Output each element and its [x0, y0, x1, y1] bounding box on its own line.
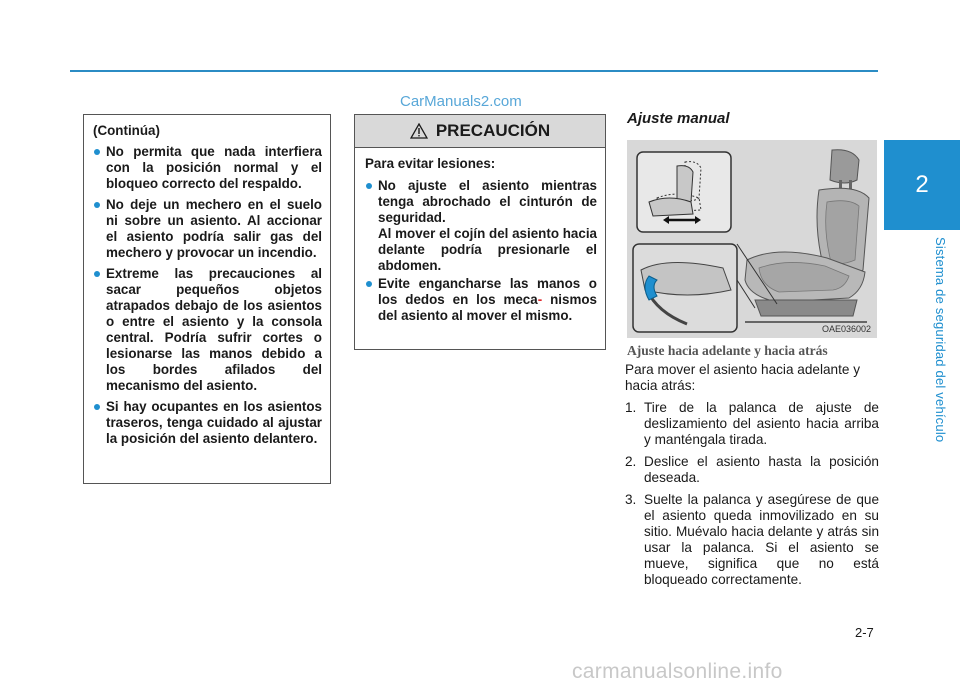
warning-triangle-icon	[410, 123, 428, 139]
step-number: 2.	[625, 454, 637, 469]
seat-drawing-icon	[627, 140, 877, 338]
step-text: Tire de la palanca de ajuste de deslizamiento del asiento hacia arriba y manténgala tirada.	[644, 400, 879, 447]
step-item	[625, 454, 879, 486]
warning-item: No deje un mechero en el suelo ni sobre un asiento. Al accionar el asiento podría salir gas del mechero y provocar un incendio.	[93, 197, 322, 261]
warning-item: No permita que nada interfiera con la posición normal y el bloqueo correcto del respaldo.	[93, 144, 322, 192]
instructions-intro: Para mover el asiento hacia adelante y hacia atrás:	[625, 362, 861, 393]
chapter-title: Sistema de seguridad del vehículo	[933, 237, 948, 443]
subsection-heading: Ajuste hacia adelante y hacia atrás	[627, 343, 828, 358]
steps-list	[625, 400, 879, 588]
warning-list	[93, 144, 322, 447]
warning-item: Extreme las precauciones al sacar pequeños objetos atrapados debajo de los asientos o entre el asiento y la consola central. Podría sufrir cortes o lesionarse las manos debido a los bordes afilados del mecanismo del asiento.	[93, 266, 322, 394]
caution-item	[365, 178, 597, 274]
caution-box	[354, 114, 606, 350]
top-rule	[70, 70, 878, 72]
watermark-bottom: carmanualsonline.info	[572, 660, 783, 683]
caution-body	[355, 148, 605, 324]
step-item	[625, 400, 879, 448]
caution-list	[365, 178, 597, 324]
hyphen-mark: -	[537, 292, 543, 307]
caution-intro: Para evitar lesiones:	[365, 156, 496, 171]
caution-item-text: No ajuste el asiento mientras tenga abrochado el cinturón de seguridad.	[378, 178, 597, 225]
page-number: 2-7	[855, 625, 874, 640]
step-text: Suelte la palanca y asegúrese de que el asiento queda inmovilizado en su sitio. Muévalo hacia delante y atrás sin usar la palanca. Si el asiento se mueve, significa que no está bloqueado correctamente.	[644, 492, 879, 587]
instructions	[625, 362, 879, 594]
chapter-number-tab: 2	[884, 140, 960, 230]
watermark-top: CarManuals2.com	[400, 93, 522, 110]
step-item	[625, 492, 879, 588]
step-number: 3.	[625, 492, 637, 507]
step-number: 1.	[625, 400, 637, 415]
caution-item	[365, 276, 597, 324]
caution-title: PRECAUCIÓN	[435, 121, 551, 140]
caution-header	[355, 115, 605, 148]
warning-item: Si hay ocupantes en los asientos traseros, tenga cuidado al ajustar la posición del asiento delantero.	[93, 399, 322, 447]
continued-label: (Continúa)	[93, 123, 160, 138]
caution-item-text: Evite engancharse las manos o los dedos en los meca	[378, 276, 597, 307]
caution-item-text: Al mover el cojín del asiento hacia delante podría presionarle el abdomen.	[378, 226, 597, 273]
step-text: Deslice el asiento hasta la posición deseada.	[644, 454, 879, 485]
section-title: Ajuste manual	[627, 110, 730, 127]
caution-item-text: nismos del asiento al mover el mismo.	[378, 292, 597, 323]
seat-illustration	[627, 140, 877, 338]
figure-label: OAE036002	[821, 324, 871, 334]
warning-box-continued	[83, 114, 331, 484]
